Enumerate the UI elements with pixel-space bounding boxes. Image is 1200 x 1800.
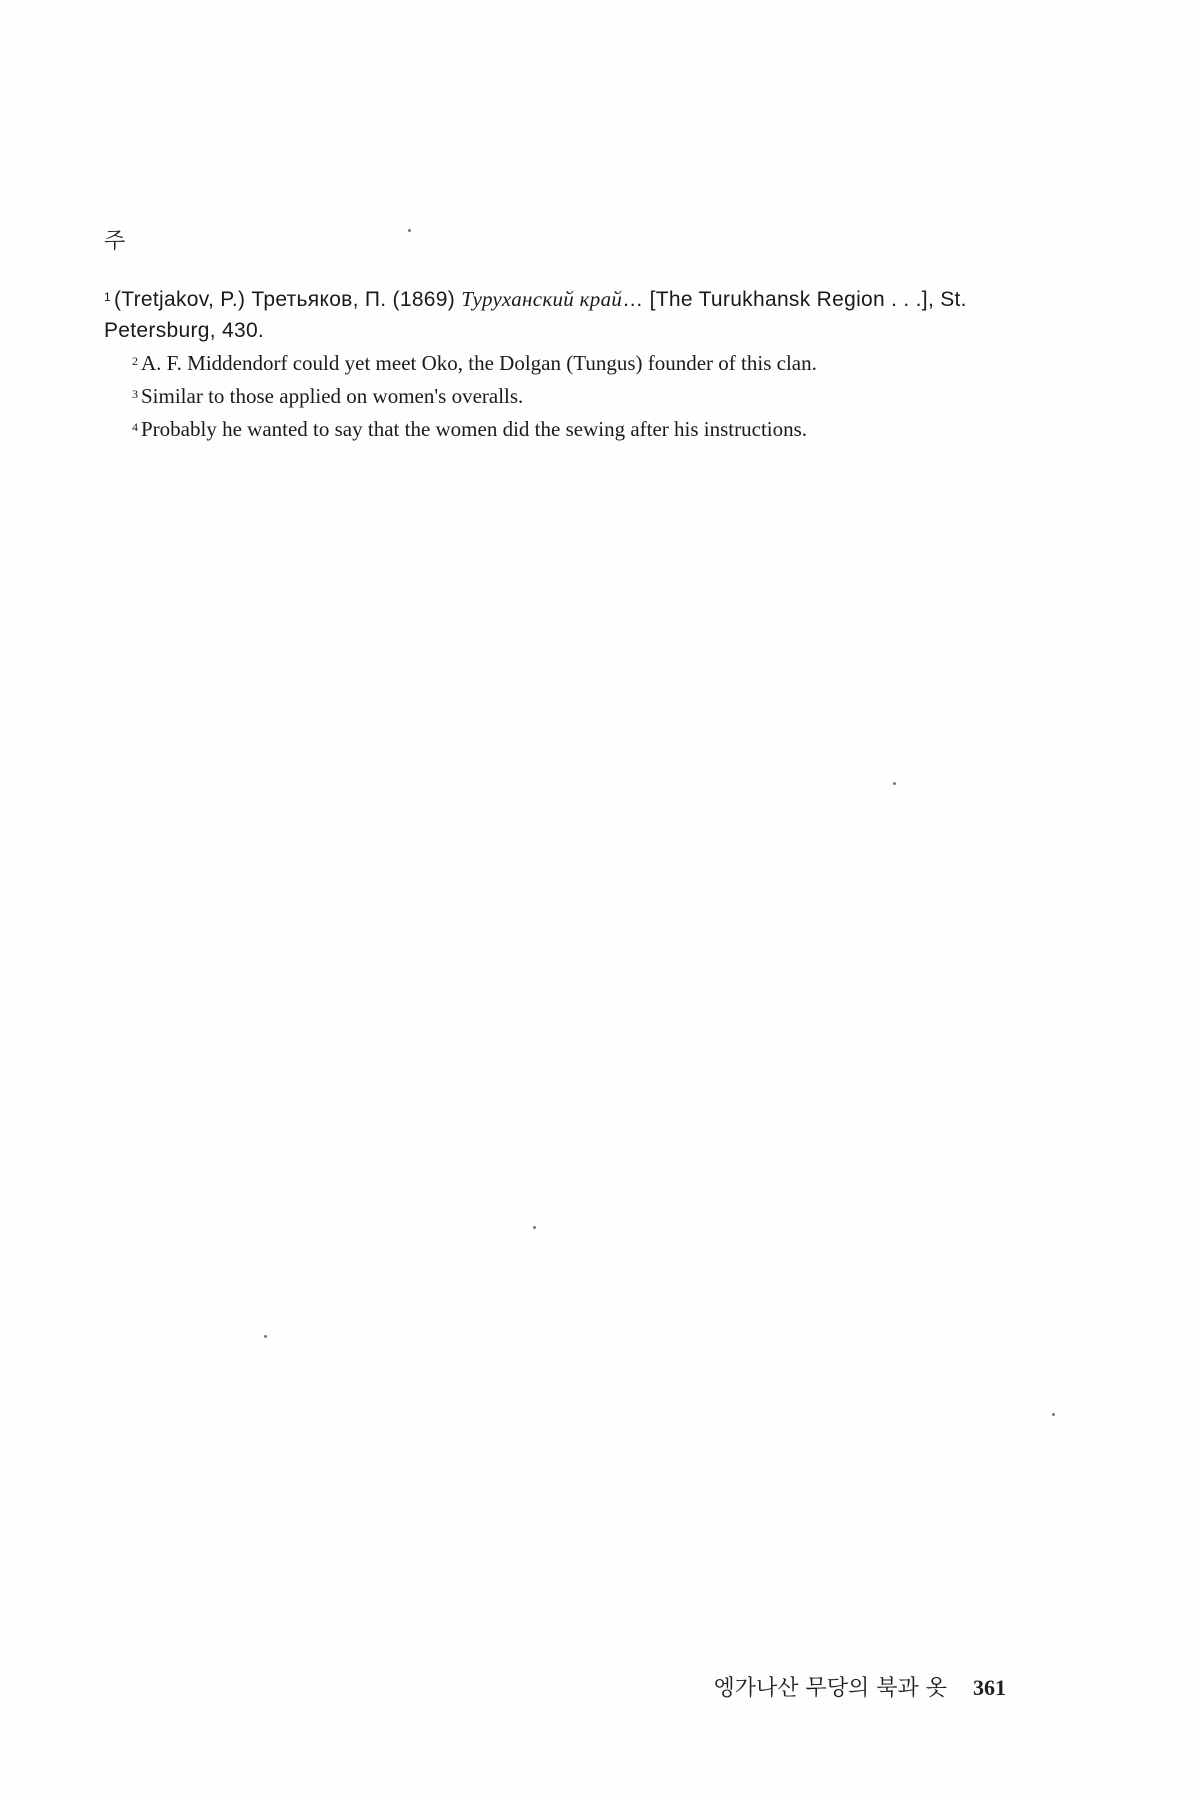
running-title: 엥가나산 무당의 북과 옷 <box>713 1676 947 1701</box>
page-footer <box>0 1671 1006 1702</box>
footnote-2-number: 2 <box>132 354 138 368</box>
footnote-2-text: A. F. Middendorf could yet meet Oko, the Dolgan (Tungus) founder of this clan. <box>141 351 817 375</box>
scan-speck <box>264 1335 267 1338</box>
footnote-3 <box>104 379 1004 412</box>
footnote-2 <box>104 346 1004 379</box>
footnote-1-rest: … [The Turukhansk Region . . .], St. Petersburg, 430. <box>104 288 967 342</box>
scan-speck <box>1052 1413 1055 1416</box>
scan-speck <box>893 782 896 785</box>
footnote-1 <box>104 282 1004 346</box>
footnote-4-number: 4 <box>132 420 138 434</box>
footnote-3-text: Similar to those applied on women's overalls. <box>141 384 524 408</box>
footnote-4-text: Probably he wanted to say that the women did the sewing after his instructions. <box>141 417 808 441</box>
footnote-1-title: Туруханский край <box>461 287 623 311</box>
footnotes-list <box>104 282 1004 445</box>
scan-speck <box>533 1226 536 1229</box>
footnote-1-number: 1 <box>104 290 111 304</box>
footnote-3-number: 3 <box>132 387 138 401</box>
notes-heading: 주 <box>104 229 126 254</box>
scan-speck <box>408 229 411 232</box>
page-number: 361 <box>973 1675 1006 1700</box>
footnote-4 <box>104 412 1004 445</box>
footnote-1-citation: (Tretjakov, P.) Третьяков, П. (1869) <box>113 288 462 311</box>
